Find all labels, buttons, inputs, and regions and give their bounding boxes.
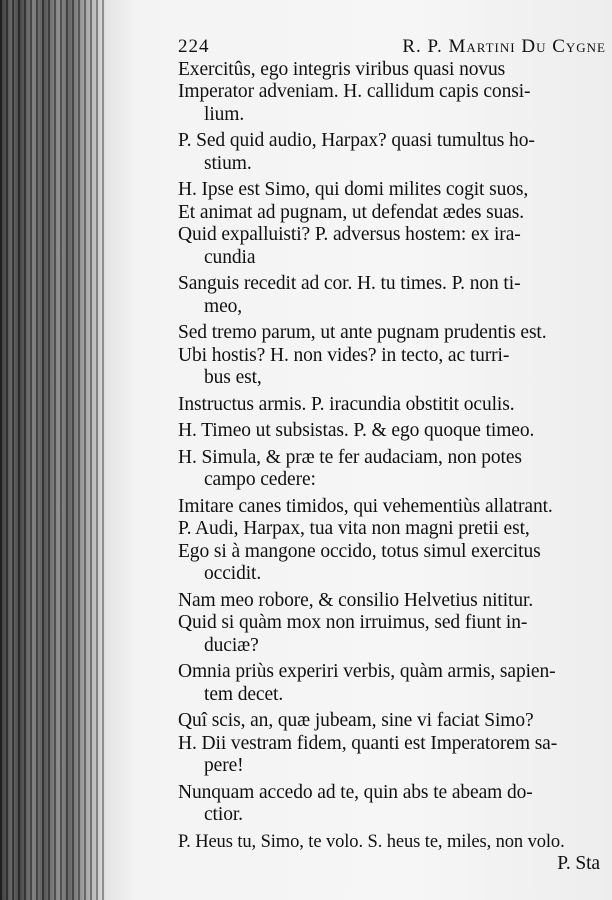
text-line: Ego si à mangone occido, totus simul exercitus: [178, 540, 541, 562]
text-line: Et animat ad pugnam, ut defendat ædes suas.: [178, 201, 525, 223]
text-line: Imperator adveniam. H. callidum capis consi-: [178, 81, 531, 102]
text-line: Omnia priùs experiri verbis, quàm armis, sapien-: [178, 661, 556, 682]
text-line: H. Ipse est Simo, qui domi milites cogit suos,: [178, 179, 529, 200]
text-line: lium.: [204, 103, 245, 125]
text-line: Sed tremo parum, ut ante pugnam prudentis est.: [178, 322, 547, 343]
text-line: P. Audi, Harpax, tua vita non magni pretii est,: [178, 518, 530, 539]
text-line: meo,: [204, 295, 243, 317]
text-line: bus est,: [204, 367, 262, 388]
text-line: Instructus armis. P. iracundia obstitit oculis.: [178, 393, 515, 415]
text-line: H. Dii vestram fidem, quanti est Imperatorem sa-: [178, 732, 558, 754]
book-page: [106, 0, 612, 900]
text-line: Quid expalluisti? P. adversus hostem: ex ira-: [178, 224, 521, 245]
text-line: P. Heus tu, Simo, te volo. S. heus te, miles, non volo.: [178, 831, 565, 852]
text-line: Sanguis recedit ad cor. H. tu times. P. non ti-: [178, 273, 521, 294]
text-line: H. Simula, & præ te fer audaciam, non potes: [178, 446, 522, 468]
text-line: P. Sed quid audio, Harpax? quasi tumultus ho-: [178, 130, 535, 151]
text-line: Exercitûs, ego integris viribus quasi novus: [178, 58, 506, 80]
text-line: stium.: [204, 152, 252, 174]
text-line: Nunquam accedo ad te, quin abs te abeam do-: [178, 781, 533, 803]
text-line: Nam meo robore, & consilio Helvetius nititur.: [178, 589, 534, 611]
text-line: ctior.: [204, 804, 243, 825]
text-line: pere!: [204, 755, 244, 776]
text-line: Ubi hostis? H. non vides? in tecto, ac turri-: [178, 344, 510, 366]
text-line: Quî scis, an, quæ jubeam, sine vi faciat Simo?: [178, 710, 534, 731]
page-number: 224: [178, 36, 210, 57]
running-title: R. P. Martini Du Cygne: [402, 36, 606, 57]
page-text: [178, 36, 606, 876]
text-line: duciæ?: [204, 634, 259, 656]
text-line: Quid si quàm mox non irruimus, sed fiunt in-: [178, 612, 528, 633]
text-line: campo cedere:: [204, 469, 316, 490]
catchword: P. Sta: [557, 853, 600, 874]
book-gutter: [0, 0, 112, 900]
page-header: [178, 36, 606, 59]
text-line: cundia: [204, 246, 256, 268]
text-line: tem decet.: [204, 683, 284, 705]
text-line: Imitare canes timidos, qui vehementiùs allatrant.: [178, 495, 553, 517]
text-line: occidit.: [204, 563, 262, 584]
text-line: H. Timeo ut subsistas. P. & ego quoque timeo.: [178, 420, 535, 441]
